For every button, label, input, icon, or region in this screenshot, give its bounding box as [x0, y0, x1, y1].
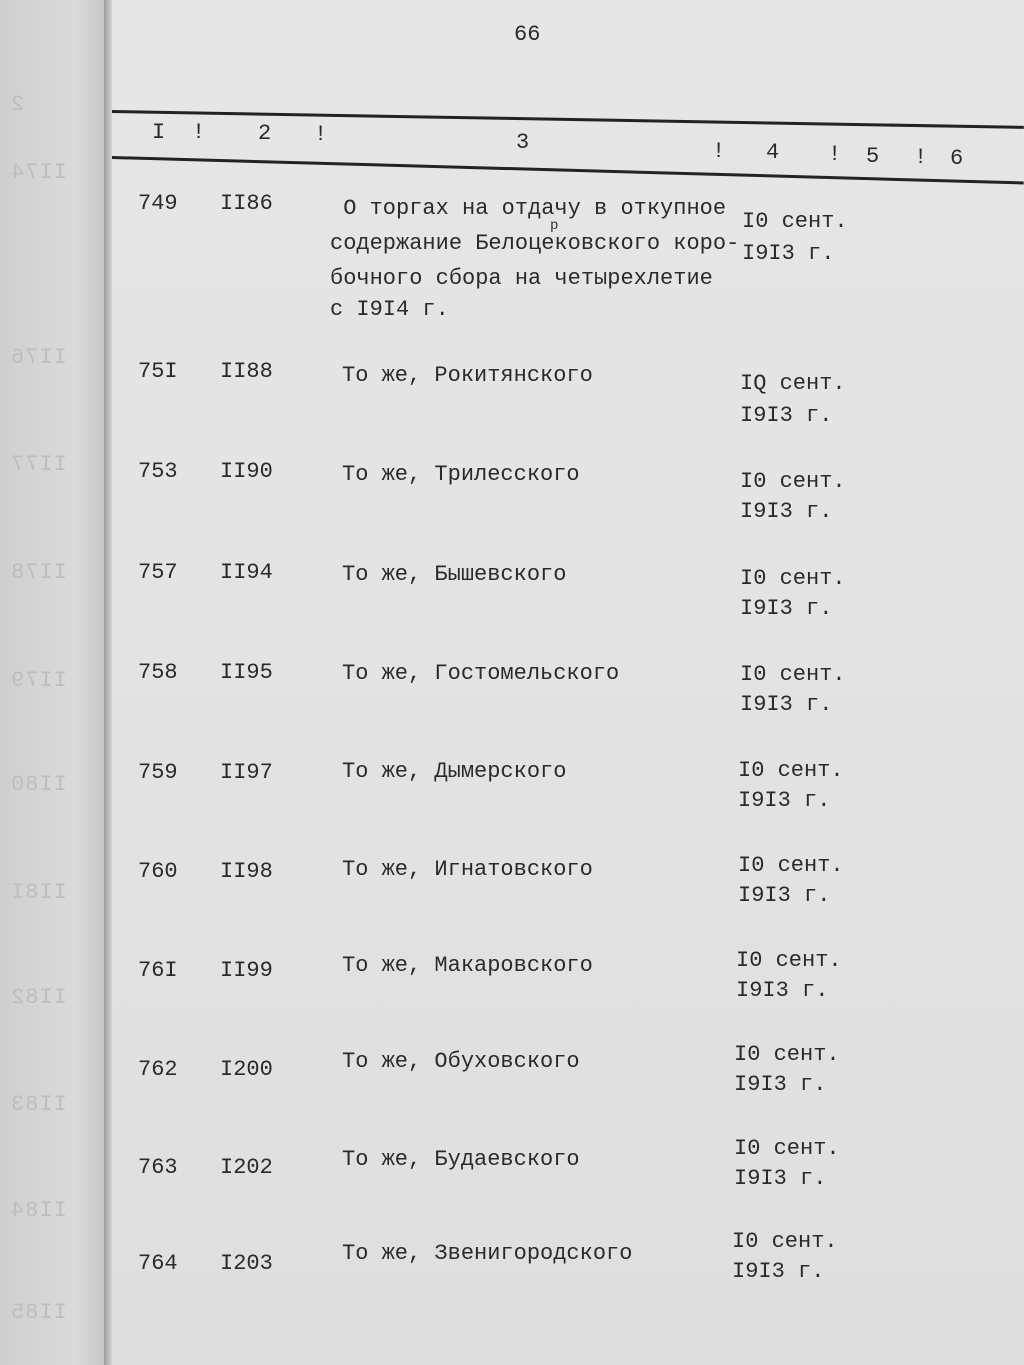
page-number: 66 — [514, 22, 541, 47]
ghost-number: II85 — [10, 1300, 67, 1325]
row-number: 762 — [138, 1057, 178, 1082]
ghost-number: II83 — [10, 1092, 67, 1117]
row-title-line: То же, Бышевского — [342, 562, 567, 587]
header-separator: ! — [712, 139, 726, 164]
row-date-line: I9I3 г. — [740, 596, 833, 621]
row-date-line: I9I3 г. — [732, 1259, 825, 1284]
row-date-line: I0 сент. — [740, 662, 846, 687]
row-code: II95 — [220, 660, 273, 685]
row-date-line: I9I3 г. — [738, 883, 831, 908]
row-date-line: I0 сент. — [732, 1229, 838, 1254]
row-number: 757 — [138, 560, 178, 585]
row-date-line: I0 сент. — [740, 566, 846, 591]
row-title-line: То же, Будаевского — [342, 1147, 580, 1172]
row-number: 759 — [138, 760, 178, 785]
row-title-line: с I9I4 г. — [330, 297, 449, 322]
row-number: 76I — [138, 958, 178, 983]
row-title-line: содержание Белоцековского коро- — [330, 231, 740, 256]
ghost-number: II84 — [10, 1198, 67, 1223]
header-separator: ! — [828, 142, 842, 167]
row-date-line: I0 сент. — [740, 469, 846, 494]
row-date-line: I0 сент. — [734, 1042, 840, 1067]
ghost-number: II8I — [10, 880, 67, 905]
row-title-line: То же, Дымерского — [342, 759, 567, 784]
header-col-1: I — [152, 120, 166, 145]
ghost-number: II80 — [10, 772, 67, 797]
row-title-line: То же, Игнатовского — [342, 857, 593, 882]
header-separator: ! — [914, 145, 928, 170]
row-title-line: То же, Рокитянского — [342, 363, 593, 388]
header-col-3: 3 — [516, 130, 530, 155]
row-number: 760 — [138, 859, 178, 884]
row-date-line: I9I3 г. — [740, 403, 833, 428]
row-code: I200 — [220, 1057, 273, 1082]
row-date-line: I0 сент. — [736, 948, 842, 973]
handwritten-correction: р — [550, 218, 559, 234]
row-date-line: I0 сент. — [734, 1136, 840, 1161]
row-title-line: бочного сбора на четырехлетие — [330, 266, 713, 291]
row-title-line: То же, Макаровского — [342, 953, 593, 978]
row-number: 764 — [138, 1251, 178, 1276]
row-number: 749 — [138, 191, 178, 216]
book-gutter — [104, 0, 112, 1365]
row-code: II86 — [220, 191, 273, 216]
ghost-number: II78 — [10, 560, 67, 585]
row-title-line: То же, Обуховского — [342, 1049, 580, 1074]
row-date-line: I0 сент. — [738, 853, 844, 878]
row-code: II88 — [220, 359, 273, 384]
ghost-number: II79 — [10, 668, 67, 693]
row-code: II97 — [220, 760, 273, 785]
header-separator: ! — [192, 120, 206, 145]
row-code: II94 — [220, 560, 273, 585]
header-separator: ! — [314, 122, 328, 147]
row-number: 758 — [138, 660, 178, 685]
row-date-line: I9I3 г. — [740, 499, 833, 524]
row-date-line: I0 сент. — [738, 758, 844, 783]
row-date-line: IQ сент. — [740, 371, 846, 396]
row-code: II99 — [220, 958, 273, 983]
row-date-line: I9I3 г. — [738, 788, 831, 813]
row-code: II98 — [220, 859, 273, 884]
header-col-5: 5 — [866, 144, 880, 169]
header-col-6: 6 — [950, 146, 964, 171]
ghost-number: II76 — [10, 345, 67, 370]
row-date-line: I0 сент. — [742, 209, 848, 234]
row-code: I202 — [220, 1155, 273, 1180]
ghost-number: II74 — [10, 160, 67, 185]
row-title-line: О торгах на отдачу в откупное — [330, 196, 727, 221]
row-date-line: I9I3 г. — [740, 692, 833, 717]
header-col-2: 2 — [258, 121, 272, 146]
ghost-number: II82 — [10, 985, 67, 1010]
ghost-header-number: 2 — [10, 92, 25, 117]
row-date-line: I9I3 г. — [742, 241, 835, 266]
row-title-line: То же, Гостомельского — [342, 661, 620, 686]
row-code: I203 — [220, 1251, 273, 1276]
row-number: 763 — [138, 1155, 178, 1180]
ghost-number: II77 — [10, 452, 67, 477]
row-date-line: I9I3 г. — [736, 978, 829, 1003]
row-date-line: I9I3 г. — [734, 1166, 827, 1191]
row-number: 753 — [138, 459, 178, 484]
row-code: II90 — [220, 459, 273, 484]
row-title-line: То же, Трилесского — [342, 462, 580, 487]
header-col-4: 4 — [766, 140, 780, 165]
row-title-line: То же, Звенигородского — [342, 1241, 633, 1266]
row-number: 75I — [138, 359, 178, 384]
previous-page-edge — [0, 0, 108, 1365]
row-date-line: I9I3 г. — [734, 1072, 827, 1097]
